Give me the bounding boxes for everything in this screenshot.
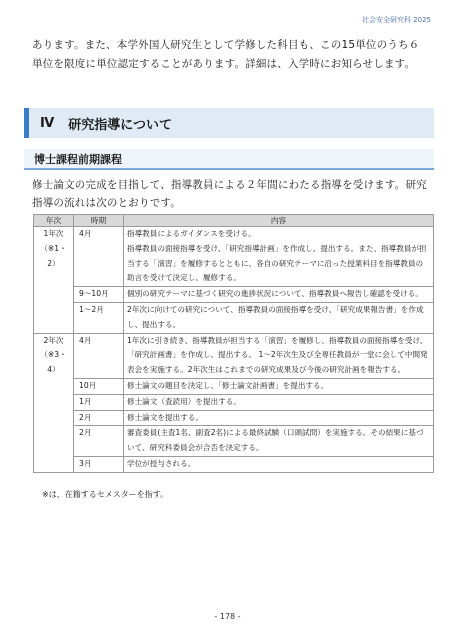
period-cell: 1～2月 (74, 302, 124, 333)
content-cell: 個別の研究テーマに基づく研究の進捗状況について、指導教員へ報告し確認を受ける。 (124, 287, 434, 303)
section-title: 研究指導について (68, 117, 173, 133)
period-cell: 2月 (74, 410, 124, 426)
table-row (34, 333, 434, 378)
period-cell: 2月 (74, 426, 124, 457)
year-cell (34, 426, 74, 457)
content-cell: 修士論文を提出する。 (124, 410, 434, 426)
table-row (34, 394, 434, 410)
research-schedule-table (33, 214, 434, 473)
table-row (34, 302, 434, 333)
table-row (34, 426, 434, 457)
content-cell: 指導教員によるガイダンスを受ける。 指導教員の面接指導を受け、「研究指導計画」を作成し、提出する。また、指導教員が担当する「演習」を履修するとともに、各自の研究テーマに沿った授業科目を指導教員の助言を受けて決定し、履修する。 (124, 227, 434, 287)
year-cell: 1年次 （※1・2） (34, 227, 74, 287)
content-cell: 学位が授与される。 (124, 456, 434, 472)
content-cell: 2年次に向けての研究について、指導教員の面接指導を受け、「研究成果報告書」を作成し、提出する。 (124, 302, 434, 333)
period-cell: 10月 (74, 378, 124, 394)
header-label: 社会安全研究科 2025 (361, 16, 431, 24)
content-cell: 1年次に引き続き、指導教員が担当する「演習」を履修し、指導教員の面接指導を受け、「研究計画書」を作成し、提出する。 1～2年次生及び全専任教員が一堂に会して中間発表会を実施する。2年次生はこれまでの研究成果及び今後の研究計画を報告する。 (124, 333, 434, 378)
intro-paragraph: あります。また、本学外国人研究生として学修した科目も、この15単位のうち６単位を限度に単位認定することがあります。詳細は、入学時にお知らせします。 (32, 39, 420, 70)
section-number: Ⅳ (40, 115, 55, 131)
subsection-title: 博士課程前期課程 (34, 152, 122, 166)
table-row (34, 410, 434, 426)
lead-paragraph: 修士論文の完成を目指して、指導教員による２年間にわたる指導を受けます。研究指導の流れは次のとおりです。 (32, 179, 427, 209)
year-cell (34, 394, 74, 410)
header-period: 時期 (74, 215, 124, 227)
period-cell: 9～10月 (74, 287, 124, 303)
header-year: 年次 (34, 215, 74, 227)
footnote: ※は、在籍するセメスターを指す。 (42, 490, 169, 499)
year-cell: 2年次 （※3・4） (34, 333, 74, 378)
period-cell: 4月 (74, 333, 124, 378)
content-cell: 審査委員(主査1名、副査2名)による最終試験（口頭試問）を実施する。その結果に基づいて、研究科委員会が合否を決定する。 (124, 426, 434, 457)
table-row (34, 456, 434, 472)
content-cell: 修士論文（査読用）を提出する。 (124, 394, 434, 410)
content-cell: 修士論文の題目を決定し、「修士論文計画書」を提出する。 (124, 378, 434, 394)
table-row (34, 287, 434, 303)
period-cell: 1月 (74, 394, 124, 410)
year-cell (34, 302, 74, 333)
year-cell (34, 456, 74, 472)
header-content: 内容 (124, 215, 434, 227)
table-row (34, 378, 434, 394)
period-cell: 3月 (74, 456, 124, 472)
page-number: - 178 - (214, 612, 241, 621)
section-heading (24, 108, 434, 138)
table-header-row (34, 215, 434, 227)
subsection-heading (24, 149, 434, 170)
year-cell (34, 378, 74, 394)
table-row (34, 227, 434, 287)
year-cell (34, 410, 74, 426)
period-cell: 4月 (74, 227, 124, 287)
year-cell (34, 287, 74, 303)
